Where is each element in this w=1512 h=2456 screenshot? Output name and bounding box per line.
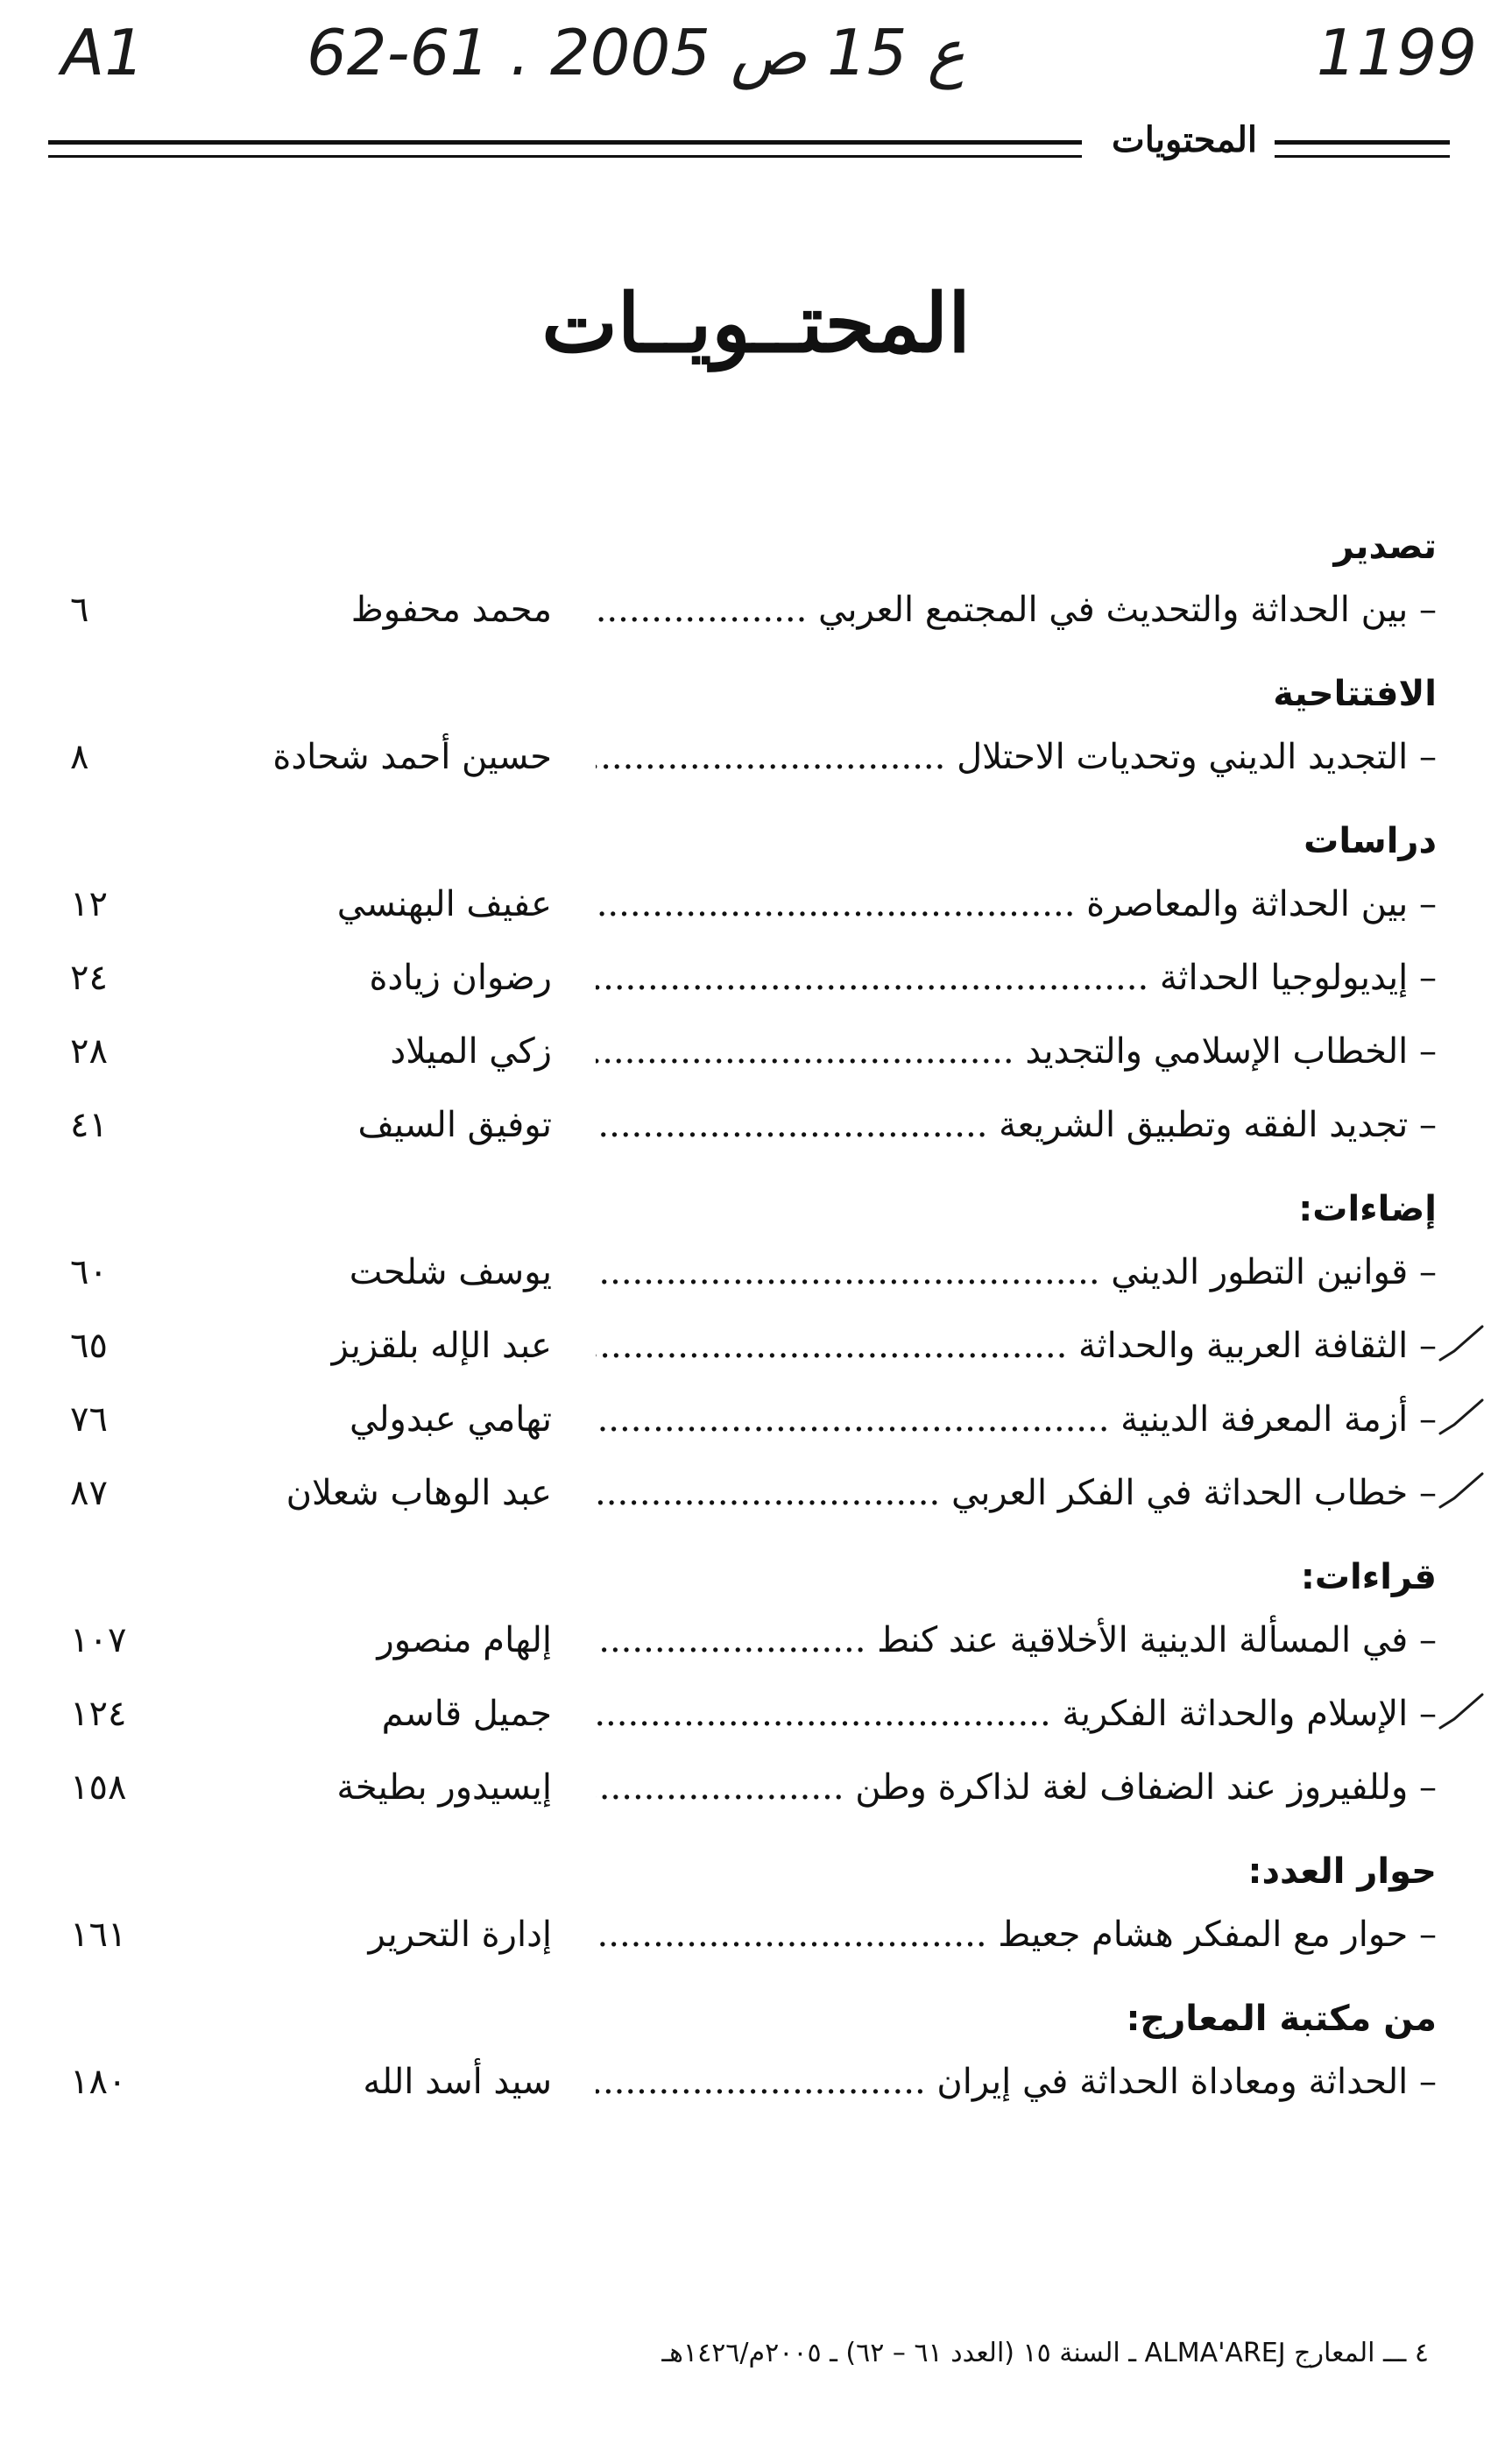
entry-page-number: ٢٨ xyxy=(70,1031,108,1072)
entry-title: – تجديد الفقه وتطبيق الشريعة ..... xyxy=(596,1088,1437,1162)
handwritten-tick-icon xyxy=(1435,1686,1487,1738)
section-heading: من مكتبة المعارج: xyxy=(1126,1999,1437,2039)
page-footer: ٤ ـــ المعارج ALMA'AREJ ـ السنة ١٥ (العدد ٦١ – ٦٢) ـ ٢٠٠٥م/١٤٢٦هـ xyxy=(661,2338,1429,2368)
entry-page-number: ٨ xyxy=(70,737,89,777)
entry-author: عفيف البهنسي xyxy=(336,884,552,924)
entry-author: عبد الوهاب شعلان xyxy=(286,1473,552,1513)
entry-page-number: ١٨٠ xyxy=(70,2062,127,2102)
toc-entry xyxy=(70,941,1437,1015)
toc-entry xyxy=(70,1088,1437,1162)
entry-page-number: ١٢٤ xyxy=(70,1694,127,1734)
section-heading: تصدير xyxy=(1333,527,1437,567)
running-header-label: المحتويات xyxy=(1112,119,1257,160)
entry-page-number: ٦٠ xyxy=(70,1252,108,1292)
entry-page-number: ١٢ xyxy=(70,884,108,924)
entry-page-number: ٦ xyxy=(70,590,89,630)
entry-author: حسين أحمد شحادة xyxy=(272,737,552,777)
section-heading: الافتتاحية xyxy=(1273,674,1437,714)
toc-entry xyxy=(70,1309,1437,1383)
entry-title: – الإسلام والحداثة الفكرية ..... xyxy=(596,1677,1437,1751)
section-heading: دراسات xyxy=(1304,821,1437,861)
entry-title: – الثقافة العربية والحداثة ..... xyxy=(596,1309,1437,1383)
entry-author: تهامي عبدولي xyxy=(349,1399,552,1440)
page-title: المحتــويــات xyxy=(541,276,971,371)
toc-entry xyxy=(70,1015,1437,1088)
running-header xyxy=(48,119,1450,166)
entry-author: يوسف شلحت xyxy=(349,1252,552,1292)
toc-entry xyxy=(70,1383,1437,1456)
entry-page-number: ١٦١ xyxy=(70,1915,127,1955)
entry-author: إدارة التحرير xyxy=(368,1915,552,1955)
entry-title: – وللفيروز عند الضفاف لغة لذاكرة وطن ..... xyxy=(596,1751,1437,1824)
entry-author: رضوان زيادة xyxy=(369,958,552,998)
toc-entry xyxy=(70,573,1437,647)
entry-author: إلهام منصور xyxy=(377,1620,552,1660)
header-rule-left xyxy=(48,140,1082,158)
toc-entry xyxy=(70,1235,1437,1309)
entry-author: جميل قاسم xyxy=(381,1694,552,1734)
toc-entry xyxy=(70,1677,1437,1751)
handwritten-note-right: 1199 xyxy=(1316,16,1477,89)
entry-author: عبد الإله بلقزيز xyxy=(331,1326,552,1366)
entry-title: – بين الحداثة والمعاصرة ..... xyxy=(596,867,1437,941)
entry-author: محمد محفوظ xyxy=(350,590,552,630)
toc-entry xyxy=(70,1751,1437,1824)
toc-entry xyxy=(70,1898,1437,1971)
entry-author: توفيق السيف xyxy=(357,1105,552,1145)
toc-entry xyxy=(70,1456,1437,1530)
section-heading: إضاءات: xyxy=(1298,1189,1437,1229)
entry-title: – إيديولوجيا الحداثة ..... xyxy=(596,941,1437,1015)
entry-author: زكي الميلاد xyxy=(390,1031,552,1072)
entry-author: إيسيدور بطيخة xyxy=(336,1767,552,1808)
entry-title: – أزمة المعرفة الدينية ..... xyxy=(596,1383,1437,1456)
entry-page-number: ٧٦ xyxy=(70,1399,108,1440)
section-heading: حوار العدد: xyxy=(1247,1851,1437,1892)
entry-title: – الخطاب الإسلامي والتجديد ..... xyxy=(596,1015,1437,1088)
entry-page-number: ٨٧ xyxy=(70,1473,108,1513)
entry-page-number: ٦٥ xyxy=(70,1326,108,1366)
toc-entry xyxy=(70,1603,1437,1677)
toc-entry xyxy=(70,2045,1437,2119)
entry-title: – قوانين التطور الديني ..... xyxy=(596,1235,1437,1309)
entry-page-number: ١٥٨ xyxy=(70,1767,127,1808)
entry-title: – بين الحداثة والتحديث في المجتمع العربي ..... xyxy=(596,573,1437,647)
toc-entry xyxy=(70,720,1437,794)
handwritten-note-center: 62-61 . ع 15 ص 2005 xyxy=(307,16,965,89)
entry-title: – التجديد الديني وتحديات الاحتلال ..... xyxy=(596,720,1437,794)
entry-title: – في المسألة الدينية الأخلاقية عند كنط ..... xyxy=(596,1603,1437,1677)
entry-author: سيد أسد الله xyxy=(363,2062,552,2102)
entry-page-number: ١٠٧ xyxy=(70,1620,127,1660)
entry-title: – الحداثة ومعاداة الحداثة في إيران ..... xyxy=(596,2045,1437,2119)
entry-page-number: ٢٤ xyxy=(70,958,108,998)
handwritten-tick-icon xyxy=(1435,1318,1487,1370)
section-heading: قراءات: xyxy=(1300,1557,1437,1597)
entry-page-number: ٤١ xyxy=(70,1105,108,1145)
entry-title: – حوار مع المفكر هشام جعيط ..... xyxy=(596,1898,1437,1971)
handwritten-tick-icon xyxy=(1435,1391,1487,1444)
table-of-contents xyxy=(70,499,1437,2119)
header-rule-right xyxy=(1275,140,1450,158)
entry-title: – خطاب الحداثة في الفكر العربي ..... xyxy=(596,1456,1437,1530)
handwritten-note-left: A1 xyxy=(61,16,145,89)
handwritten-tick-icon xyxy=(1435,1465,1487,1518)
toc-entry xyxy=(70,867,1437,941)
